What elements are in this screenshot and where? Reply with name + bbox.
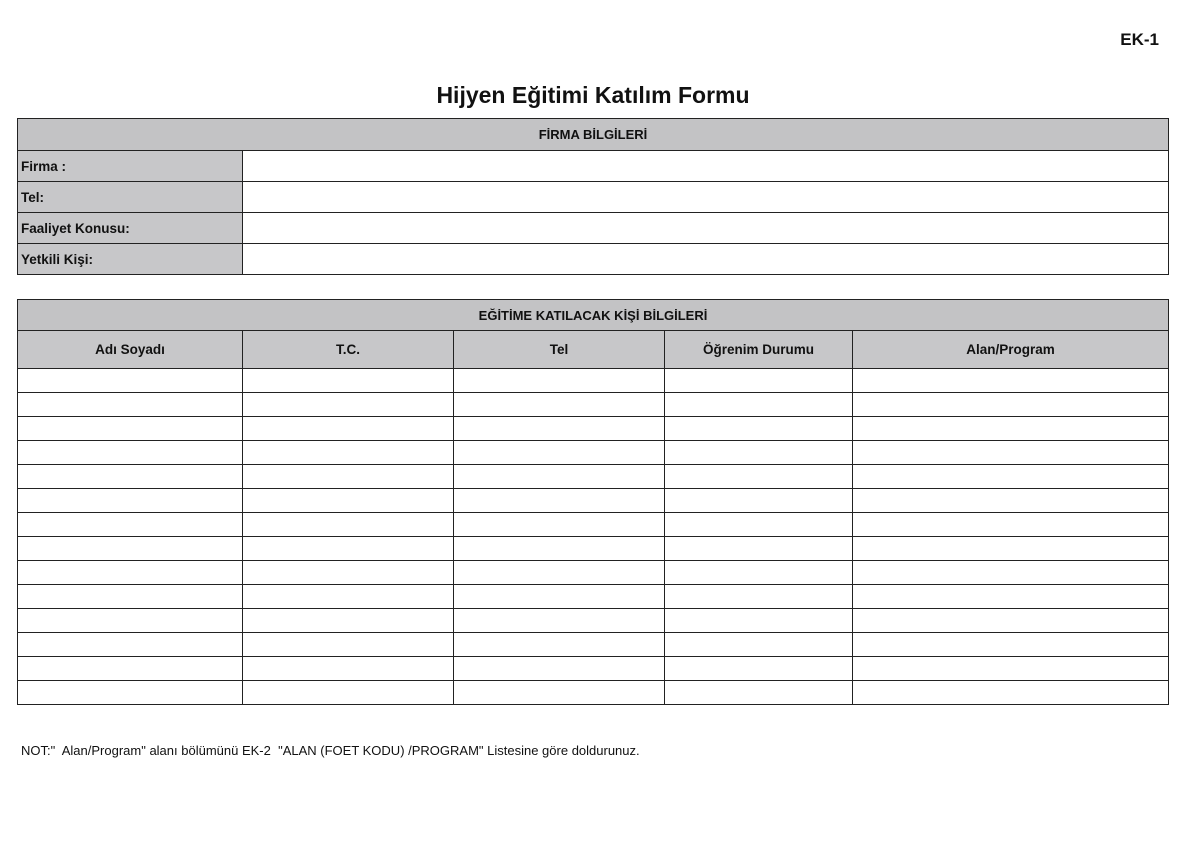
column-header-tc: T.C.	[243, 331, 454, 369]
education-cell[interactable]	[665, 369, 853, 393]
tc-cell[interactable]	[243, 441, 454, 465]
field-program-cell[interactable]	[853, 561, 1169, 585]
tc-cell[interactable]	[243, 633, 454, 657]
name-cell[interactable]	[18, 369, 243, 393]
phone-field[interactable]	[243, 182, 1169, 213]
phone-cell[interactable]	[454, 417, 665, 441]
activity-field[interactable]	[243, 213, 1169, 244]
field-program-cell[interactable]	[853, 681, 1169, 705]
phone-cell[interactable]	[454, 369, 665, 393]
tc-cell[interactable]	[243, 561, 454, 585]
education-cell[interactable]	[665, 585, 853, 609]
table-row	[18, 465, 1169, 489]
column-header-phone: Tel	[454, 331, 665, 369]
field-program-cell[interactable]	[853, 513, 1169, 537]
tc-cell[interactable]	[243, 393, 454, 417]
phone-cell[interactable]	[454, 585, 665, 609]
name-cell[interactable]	[18, 657, 243, 681]
firm-section-heading: FİRMA BİLGİLERİ	[18, 119, 1169, 151]
education-cell[interactable]	[665, 633, 853, 657]
field-program-cell[interactable]	[853, 465, 1169, 489]
table-row	[18, 537, 1169, 561]
document-title: Hijyen Eğitimi Katılım Formu	[436, 82, 750, 108]
column-header-name: Adı Soyadı	[18, 331, 243, 369]
participant-rows	[18, 369, 1169, 705]
name-cell[interactable]	[18, 585, 243, 609]
education-cell[interactable]	[665, 657, 853, 681]
field-program-cell[interactable]	[853, 585, 1169, 609]
firm-label: Firma :	[18, 151, 243, 182]
table-row	[18, 369, 1169, 393]
tc-cell[interactable]	[243, 465, 454, 489]
phone-cell[interactable]	[454, 681, 665, 705]
table-row	[18, 609, 1169, 633]
activity-label: Faaliyet Konusu:	[18, 213, 243, 244]
tc-cell[interactable]	[243, 513, 454, 537]
field-program-cell[interactable]	[853, 609, 1169, 633]
education-cell[interactable]	[665, 561, 853, 585]
table-row	[18, 393, 1169, 417]
education-cell[interactable]	[665, 465, 853, 489]
education-cell[interactable]	[665, 513, 853, 537]
name-cell[interactable]	[18, 537, 243, 561]
name-cell[interactable]	[18, 465, 243, 489]
authorized-person-field[interactable]	[243, 244, 1169, 275]
firm-info-table	[17, 118, 1169, 275]
tc-cell[interactable]	[243, 489, 454, 513]
document-code: EK-1	[1120, 30, 1159, 49]
phone-cell[interactable]	[454, 441, 665, 465]
name-cell[interactable]	[18, 609, 243, 633]
education-cell[interactable]	[665, 417, 853, 441]
education-cell[interactable]	[665, 537, 853, 561]
table-row	[18, 489, 1169, 513]
phone-cell[interactable]	[454, 465, 665, 489]
table-row	[18, 441, 1169, 465]
phone-cell[interactable]	[454, 561, 665, 585]
education-cell[interactable]	[665, 609, 853, 633]
field-program-cell[interactable]	[853, 489, 1169, 513]
name-cell[interactable]	[18, 633, 243, 657]
education-cell[interactable]	[665, 681, 853, 705]
name-cell[interactable]	[18, 681, 243, 705]
education-cell[interactable]	[665, 393, 853, 417]
field-program-cell[interactable]	[853, 537, 1169, 561]
firm-field[interactable]	[243, 151, 1169, 182]
authorized-person-label: Yetkili Kişi:	[18, 244, 243, 275]
participant-section-heading: EĞİTİME KATILACAK KİŞİ BİLGİLERİ	[18, 300, 1169, 331]
name-cell[interactable]	[18, 513, 243, 537]
phone-cell[interactable]	[454, 489, 665, 513]
table-row	[18, 585, 1169, 609]
table-row	[18, 417, 1169, 441]
field-program-cell[interactable]	[853, 369, 1169, 393]
education-cell[interactable]	[665, 489, 853, 513]
phone-cell[interactable]	[454, 393, 665, 417]
tc-cell[interactable]	[243, 369, 454, 393]
field-program-cell[interactable]	[853, 441, 1169, 465]
field-program-cell[interactable]	[853, 633, 1169, 657]
table-row	[18, 633, 1169, 657]
name-cell[interactable]	[18, 417, 243, 441]
tc-cell[interactable]	[243, 681, 454, 705]
phone-cell[interactable]	[454, 633, 665, 657]
phone-label: Tel:	[18, 182, 243, 213]
participant-info-table	[17, 299, 1169, 705]
column-header-field-program: Alan/Program	[853, 331, 1169, 369]
education-cell[interactable]	[665, 441, 853, 465]
tc-cell[interactable]	[243, 657, 454, 681]
table-row	[18, 561, 1169, 585]
name-cell[interactable]	[18, 561, 243, 585]
phone-cell[interactable]	[454, 657, 665, 681]
phone-cell[interactable]	[454, 537, 665, 561]
field-program-cell[interactable]	[853, 393, 1169, 417]
table-row	[18, 513, 1169, 537]
tc-cell[interactable]	[243, 537, 454, 561]
table-row	[18, 681, 1169, 705]
field-program-cell[interactable]	[853, 417, 1169, 441]
tc-cell[interactable]	[243, 585, 454, 609]
phone-cell[interactable]	[454, 513, 665, 537]
tc-cell[interactable]	[243, 609, 454, 633]
table-row	[18, 657, 1169, 681]
column-header-education: Öğrenim Durumu	[665, 331, 853, 369]
phone-cell[interactable]	[454, 609, 665, 633]
footnote: NOT:" Alan/Program" alanı bölümünü EK-2 "ALAN (FOET KODU) /PROGRAM" Listesine göre doldurunuz.	[21, 743, 640, 758]
name-cell[interactable]	[18, 393, 243, 417]
field-program-cell[interactable]	[853, 657, 1169, 681]
name-cell[interactable]	[18, 441, 243, 465]
tc-cell[interactable]	[243, 417, 454, 441]
name-cell[interactable]	[18, 489, 243, 513]
